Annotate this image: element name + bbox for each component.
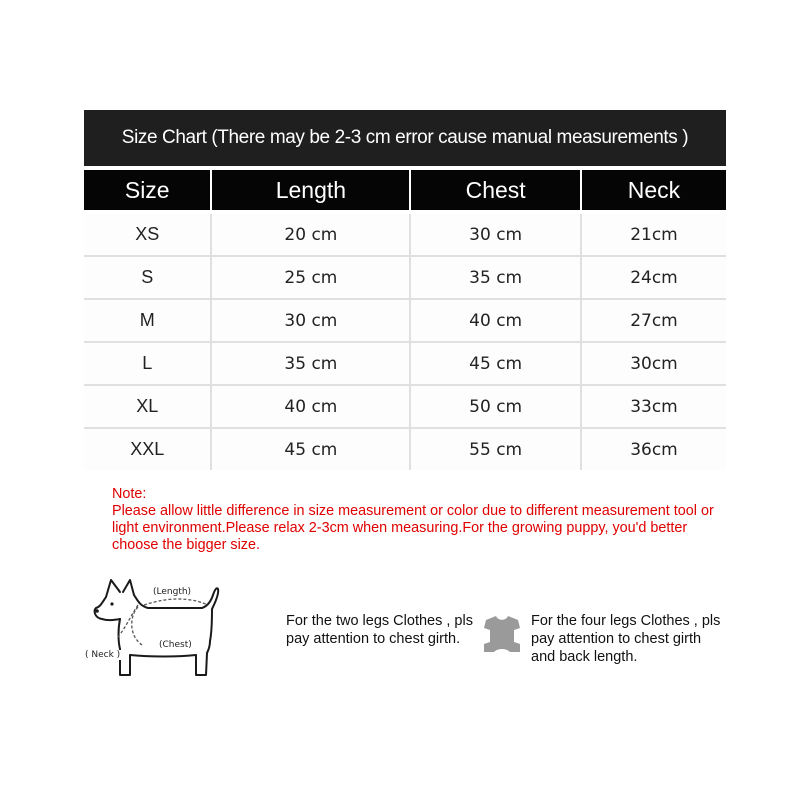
chest-cell: 40 cm [411,300,582,343]
size-cell: L [84,343,212,386]
table-header-row [84,170,726,214]
table-row [84,343,726,386]
four-legs-caption: For the four legs Clothes , pls pay attention to chest girth and back length. [531,613,721,665]
dog-measurement-diagram [78,575,238,685]
table-row [84,300,726,343]
header-chest: Chest [411,170,582,214]
neck-cell: 30cm [582,343,726,386]
size-chart-title: Size Chart (There may be 2-3 cm error cause manual measurements ) [84,110,726,166]
neck-label: ( Neck ) [85,650,121,660]
size-cell: S [84,257,212,300]
two-legs-clothes-icon [480,612,524,658]
two-legs-caption: For the two legs Clothes , pls pay attention to chest girth. [286,613,473,647]
note-label: Note: [112,486,147,502]
chest-cell: 50 cm [411,386,582,429]
header-size: Size [84,170,212,214]
table-row [84,386,726,429]
note-block [112,486,732,554]
length-cell: 25 cm [212,257,411,300]
length-label: (Length) [153,587,192,597]
neck-cell: 27cm [582,300,726,343]
chest-cell: 45 cm [411,343,582,386]
chest-cell: 55 cm [411,429,582,470]
table-row [84,257,726,300]
length-cell: 20 cm [212,214,411,257]
header-neck: Neck [582,170,726,214]
chest-label: (Chest) [159,640,192,650]
length-cell: 45 cm [212,429,411,470]
header-length: Length [212,170,411,214]
neck-cell: 36cm [582,429,726,470]
table-row [84,429,726,470]
size-cell: XL [84,386,212,429]
table-row [84,214,726,257]
neck-cell: 21cm [582,214,726,257]
size-table [84,170,726,470]
neck-cell: 33cm [582,386,726,429]
length-cell: 40 cm [212,386,411,429]
size-cell: M [84,300,212,343]
size-cell: XXL [84,429,212,470]
chest-cell: 30 cm [411,214,582,257]
length-cell: 35 cm [212,343,411,386]
neck-cell: 24cm [582,257,726,300]
length-cell: 30 cm [212,300,411,343]
note-text: Please allow little difference in size measurement or color due to different measurement tool or light environment.Please relax 2-3cm when measuring.For the growing puppy, you'd better choose the bigger size. [112,503,714,553]
size-cell: XS [84,214,212,257]
chest-cell: 35 cm [411,257,582,300]
